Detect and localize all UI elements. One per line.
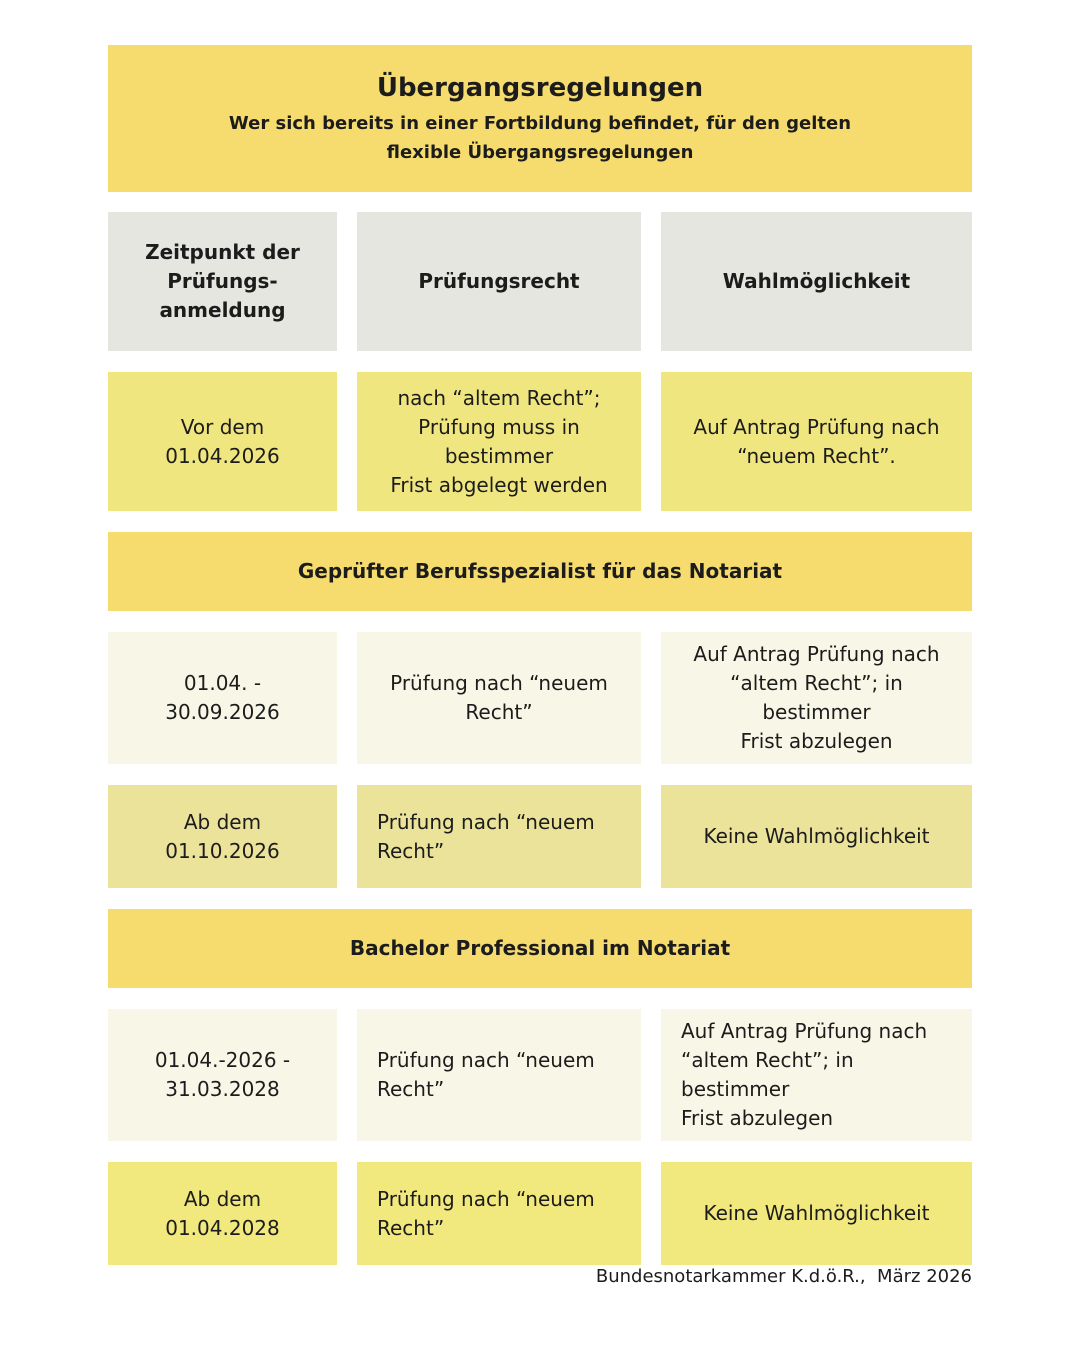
column-header-choice-label: Wahlmöglichkeit (722, 269, 911, 293)
section2-row2-date (108, 1162, 337, 1265)
general-row-choice (661, 372, 972, 511)
section1-row1-law-text: Prüfung nach “neuem Recht” (390, 671, 608, 724)
title-banner (108, 45, 972, 192)
column-header-date (108, 212, 337, 351)
section-title-berufsspezialist (108, 532, 972, 611)
section2-row1-choice-text: Auf Antrag Prüfung nach “altem Recht”; in bestimmer Frist abzulegen (681, 1019, 928, 1130)
section2-row1-law (357, 1009, 641, 1141)
column-header-date-label: Zeitpunkt der Prüfungs- anmeldung (145, 240, 300, 322)
section-title-berufsspezialist-text: Geprüfter Berufsspezialist für das Notariat (297, 559, 783, 583)
page-title: Übergangsregelungen (376, 72, 704, 103)
section2-row1-law-text: Prüfung nach “neuem Recht” (377, 1048, 595, 1101)
section1-row1-choice (661, 632, 972, 764)
section1-row2-date (108, 785, 337, 888)
general-row-choice-text: Auf Antrag Prüfung nach “neuem Recht”. (693, 414, 940, 468)
column-header-law (357, 212, 641, 351)
section1-row2-choice (661, 785, 972, 888)
source-footer: Bundesnotarkammer K.d.ö.R., März 2026 (595, 1266, 972, 1287)
section1-row1-choice-text: Auf Antrag Prüfung nach “altem Recht”; in bestimmer Frist abzulegen (693, 642, 940, 753)
section-title-bachelor (108, 909, 972, 988)
column-header-choice (661, 212, 972, 351)
section1-row1-date-text: 01.04. - 30.09.2026 (165, 671, 280, 724)
section1-row2-date-text: Ab dem 01.10.2026 (165, 809, 280, 863)
section-title-bachelor-text: Bachelor Professional im Notariat (349, 936, 731, 960)
section2-row1-date-text: 01.04.-2026 - 31.03.2028 (154, 1048, 291, 1101)
section1-row1-law (357, 632, 641, 764)
page-subtitle: Wer sich bereits in einer Fortbildung befindet, für den gelten flexible Übergangsregelungen (228, 112, 852, 163)
section2-row2-date-text: Ab dem 01.04.2028 (165, 1186, 280, 1240)
section1-row2-choice-text: Keine Wahlmöglichkeit (703, 824, 930, 848)
general-row-date-text: Vor dem 01.04.2026 (165, 414, 280, 468)
section1-row1-date (108, 632, 337, 764)
section2-row2-choice (661, 1162, 972, 1265)
section2-row1-choice (661, 1009, 972, 1141)
section1-row2-law (357, 785, 641, 888)
general-row-law (357, 372, 641, 511)
general-row-law-text: nach “altem Recht”; Prüfung muss in bestimmer Frist abgelegt werden (390, 385, 608, 497)
section2-row1-date (108, 1009, 337, 1141)
general-row-date (108, 372, 337, 511)
section2-row2-law (357, 1162, 641, 1265)
section1-row2-law-text: Prüfung nach “neuem Recht” (377, 809, 595, 863)
column-header-law-label: Prüfungsrecht (418, 269, 580, 293)
section2-row2-choice-text: Keine Wahlmöglichkeit (703, 1201, 930, 1225)
section2-row2-law-text: Prüfung nach “neuem Recht” (377, 1186, 595, 1240)
